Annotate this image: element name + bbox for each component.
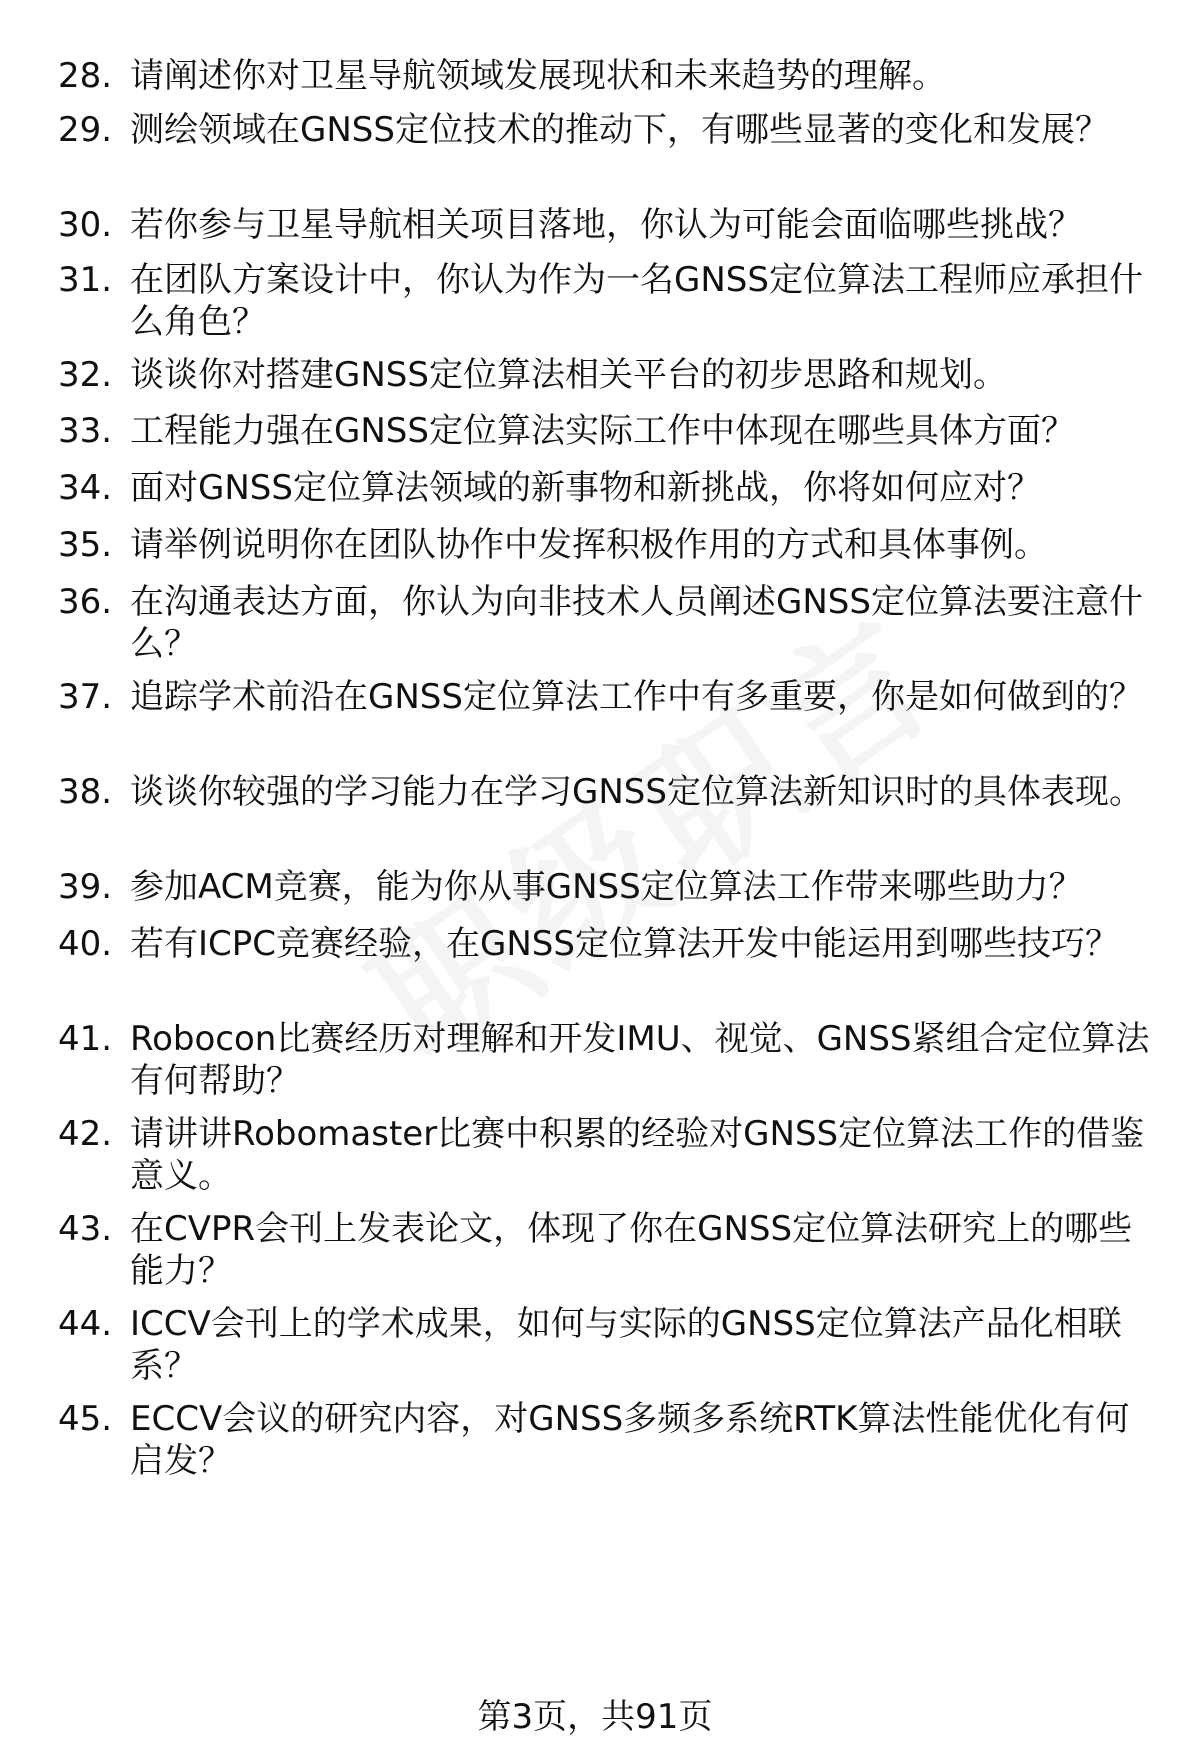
question-text: 面对GNSS定位算法领域的新事物和新挑战，你将如何应对？: [130, 468, 1041, 508]
question-number: 30.: [58, 205, 113, 245]
question-number: 36.: [58, 582, 113, 622]
question-text: 请阐述你对卫星导航领域发展现状和未来趋势的理解。: [130, 56, 946, 96]
question-number: 35.: [58, 525, 113, 565]
question-number: 28.: [58, 56, 113, 96]
question-text: 若你参与卫星导航相关项目落地，你认为可能会面临哪些挑战？: [130, 205, 1082, 245]
question-number: 44.: [58, 1304, 113, 1344]
question-text: 在CVPR会刊上发表论文，体现了你在GNSS定位算法研究上的哪些能力？: [130, 1209, 1133, 1291]
question-text: 请举例说明你在团队协作中发挥积极作用的方式和具体事例。: [130, 525, 1048, 565]
question-text: 参加ACM竞赛，能为你从事GNSS定位算法工作带来哪些助力？: [130, 867, 1083, 907]
question-number: 32.: [58, 355, 113, 395]
question-number: 41.: [58, 1019, 113, 1059]
question-text: 工程能力强在GNSS定位算法实际工作中体现在哪些具体方面？: [130, 411, 1075, 451]
question-number: 38.: [58, 772, 113, 812]
question-text: ICCV会刊上的学术成果，如何与实际的GNSS定位算法产品化相联系？: [130, 1304, 1122, 1386]
question-number: 29.: [58, 110, 113, 150]
question-number: 43.: [58, 1209, 113, 1249]
question-text: 测绘领域在GNSS定位技术的推动下，有哪些显著的变化和发展？: [130, 110, 1109, 150]
question-number: 40.: [58, 924, 113, 964]
question-text: 谈谈你对搭建GNSS定位算法相关平台的初步思路和规划。: [130, 355, 1007, 395]
question-text: 谈谈你较强的学习能力在学习GNSS定位算法新知识时的具体表现。: [130, 772, 1143, 812]
question-text: 请讲讲Robomaster比赛中积累的经验对GNSS定位算法工作的借鉴意义。: [130, 1114, 1145, 1196]
question-text: 若有ICPC竞赛经验，在GNSS定位算法开发中能运用到哪些技巧？: [130, 924, 1119, 964]
question-text: ECCV会议的研究内容，对GNSS多频多系统RTK算法性能优化有何启发？: [130, 1399, 1130, 1481]
question-number: 42.: [58, 1114, 113, 1154]
question-number: 45.: [58, 1399, 113, 1439]
question-text: 在团队方案设计中，你认为作为一名GNSS定位算法工程师应承担什么角色？: [130, 260, 1143, 342]
question-text: Robocon比赛经历对理解和开发IMU、视觉、GNSS紧组合定位算法有何帮助？: [130, 1019, 1150, 1101]
page-number: 第3页，共91页: [477, 1697, 713, 1737]
question-number: 37.: [58, 677, 113, 717]
question-text: 追踪学术前沿在GNSS定位算法工作中有多重要，你是如何做到的？: [130, 677, 1143, 717]
question-number: 31.: [58, 260, 113, 300]
question-text: 在沟通表达方面，你认为向非技术人员阐述GNSS定位算法要注意什么？: [130, 582, 1143, 664]
question-number: 34.: [58, 468, 113, 508]
question-number: 33.: [58, 411, 113, 451]
question-number: 39.: [58, 867, 113, 907]
